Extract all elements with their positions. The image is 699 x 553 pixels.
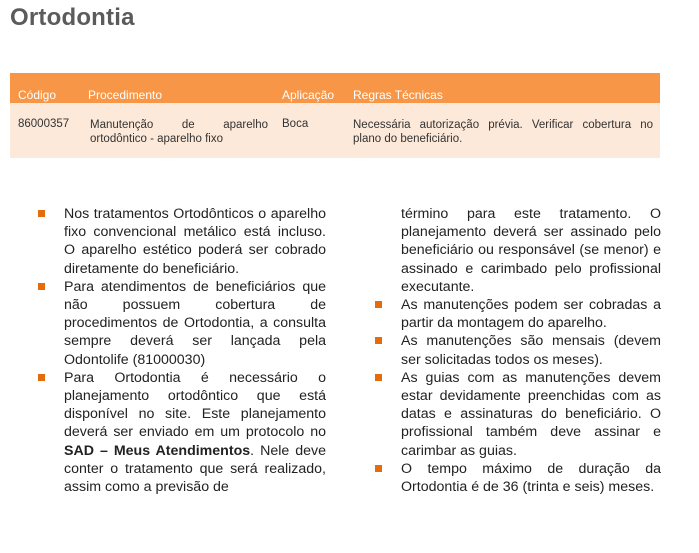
list-item-text: As manutenções podem ser cobradas a partir da montagem do aparelho.	[401, 297, 661, 332]
square-bullet-icon	[38, 283, 45, 290]
list-item	[373, 296, 661, 332]
list-item	[373, 460, 661, 496]
square-bullet-icon	[375, 465, 382, 472]
list-item	[373, 332, 661, 368]
table-row	[10, 103, 660, 158]
list-item-text: Para Ortodontia é necessário o planejamento ortodôntico que está disponível no site. Este planejamento deverá ser enviado em um protocolo no	[64, 369, 326, 441]
square-bullet-icon	[375, 337, 382, 344]
header-codigo: Código	[18, 88, 57, 102]
list-item-text: As manutenções são mensais (devem ser solicitadas todos os meses).	[401, 333, 661, 368]
table-header	[10, 73, 660, 103]
header-regras: Regras Técnicas	[353, 88, 443, 102]
list-item	[36, 205, 326, 278]
list-item	[373, 369, 661, 460]
cell-aplicacao: Boca	[282, 118, 309, 130]
list-item-text: Nos tratamentos Ortodônticos o aparelho fixo convencional metálico está incluso. O aparelho estético poderá ser cobrado diretamente do beneficiário.	[64, 206, 326, 277]
notes-right-column	[373, 205, 661, 496]
square-bullet-icon	[38, 374, 45, 381]
list-item-text: O tempo máximo de duração da Ortodontia é de 36 (trinta e seis) meses.	[401, 460, 661, 496]
cell-regras: Necessária autorização prévia. Verificar cobertura no plano do beneficiário.	[353, 119, 653, 145]
list-item	[36, 369, 326, 496]
list-item-continuation: término para este tratamento. O planejamento deverá ser assinado pelo beneficiário ou responsável (se menor) e assinado e carimbado pelo profissional executante.	[401, 206, 661, 295]
list-item-text: As guias com as manutenções devem estar devidamente preenchidas com as datas e assinaturas do beneficiário. O profissional também deve assinar e carimbar as guias.	[401, 369, 661, 459]
list-item-text: . Nele deve conter o tratamento que será realizado, assim como a previsão de	[64, 442, 326, 496]
square-bullet-icon	[375, 374, 382, 381]
cell-procedimento: Manutenção de aparelho ortodôntico - aparelho fixo	[90, 119, 268, 145]
notes-left-column	[36, 205, 326, 496]
procedures-table	[10, 73, 660, 158]
cell-codigo: 86000357	[18, 118, 70, 130]
header-procedimento: Procedimento	[88, 88, 163, 102]
list-item-bold-text: SAD – Meus Atendimentos	[64, 442, 251, 459]
square-bullet-icon	[38, 210, 45, 217]
list-item-text: Para atendimentos de beneficiários que não possuem cobertura de procedimentos de Ortodontia, a consulta sempre deverá ser lançada pela Odontolife (81000030)	[64, 278, 326, 368]
header-aplicacao: Aplicação	[282, 88, 335, 102]
square-bullet-icon	[375, 301, 382, 308]
page-title: Ortodontia	[10, 4, 135, 31]
list-item	[36, 278, 326, 369]
